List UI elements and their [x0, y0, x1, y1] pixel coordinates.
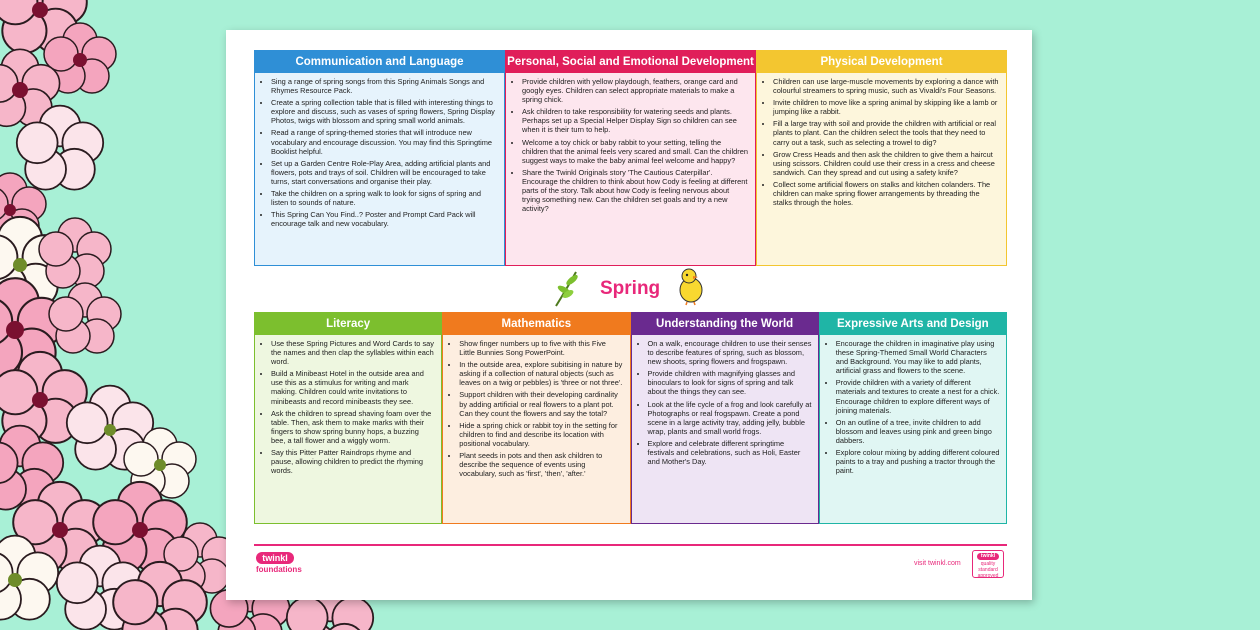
panel-title: Physical Development [757, 51, 1006, 73]
planning-sheet [226, 30, 1032, 600]
website-link[interactable]: visit twinkl.com [914, 560, 961, 567]
list-item: • On a walk, encourage children to use their senses to describe features of spring, such as blossom, new shoots, spring flowers and frogspawn. [648, 339, 812, 366]
list-item: • Children can use large-muscle movements by exploring a dance with colourful streamers to spring music, such as Vivaldi's Four Seasons. [773, 77, 1000, 95]
list-item: • Set up a Garden Centre Role-Play Area, adding artificial plants and flowers, pots and trays of soil. Children will be encouraged to take turns, start conversations and organise their play. [271, 159, 498, 186]
logo-subtext: foundations [256, 565, 302, 574]
panel-psed [505, 50, 756, 266]
list-item: • Encourage the children in imaginative play using these Spring-Themed Small World Characters and Background. You may like to add plants, artificial grass and flowers to the scene. [836, 339, 1000, 375]
list-item: • This Spring Can You Find..? Poster and Prompt Card Pack will encourage talk and new vocabulary. [271, 210, 498, 228]
list-item: • Look at the life cycle of a frog and look carefully at Photographs or real frogspawn. Create a pond scene in a large activity tray, adding jelly, bubble wrap, plants and small world frogs. [648, 400, 812, 436]
page-title: Spring [600, 278, 661, 299]
list-item: • Share the Twinkl Originals story 'The Cautious Caterpillar'. Encourage the children to think about how Cody is feeling at different parts of the story. Talk about how Cody is feeling nervous about trying something new. Can the children set goals and try a new activity? [522, 168, 749, 213]
list-item: • Explore and celebrate different springtime festivals and celebrations, such as Holi, Easter and Mother's Day. [648, 439, 812, 466]
list-item: • Ask children to take responsibility for watering seeds and plants. Perhaps set up a Special Helper Display Sign so children can see when it is their turn to help. [522, 107, 749, 134]
badge-text: quality standard approved [977, 561, 999, 579]
panel-title: Literacy [255, 313, 441, 335]
list-item: • Invite children to move like a spring animal by skipping like a lamb or jumping like a rabbit. [773, 98, 1000, 116]
list-item: • Plant seeds in pots and then ask children to describe the sequence of events using vocabulary, such as 'first', 'then', 'after.' [459, 451, 623, 478]
panel-mathematics [442, 312, 630, 524]
list-item: • Create a spring collection table that is filled with interesting things to explore and discuss, such as vases of spring flowers, Spring Display Photos, twigs with blossom and spring small world animals. [271, 98, 498, 125]
list-item: • Grow Cress Heads and then ask the children to give them a haircut using scissors. Children could use their cress in a cress and cheese sandwich. Can they spread and cut using a safety knife? [773, 150, 1000, 177]
panel-literacy [254, 312, 442, 524]
panel-expressive-arts [819, 312, 1007, 524]
list-item: • Support children with their developing cardinality by adding artificial or real flowers to a plant pot. Can they count the flowers and say the total? [459, 390, 623, 417]
badge-title: twinkl [977, 553, 999, 560]
bottom-panels [254, 312, 1007, 524]
list-item: • Hide a spring chick or rabbit toy in the setting for children to find and describe its location with positional vocabulary. [459, 421, 623, 448]
footer-divider [254, 544, 1007, 546]
top-panels [254, 50, 1007, 266]
list-item: • Welcome a toy chick or baby rabbit to your setting, telling the children that the animal feels very scared and small. Can the children suggest ways to make the baby animal feel welcome and happy? [522, 138, 749, 165]
panel-physical-development [756, 50, 1007, 266]
panel-title: Personal, Social and Emotional Development [506, 51, 755, 73]
list-item: • Sing a range of spring songs from this Spring Animals Songs and Rhymes Resource Pack. [271, 77, 498, 95]
leaf-sprig-icon [552, 268, 582, 308]
twinkl-logo [256, 552, 302, 578]
list-item: • Ask the children to spread shaving foam over the table. Then, ask them to make marks with their fingers to show spring bunny hops, a buzzing bee, a tall flower and a wiggly worm. [271, 409, 435, 445]
list-item: • Provide children with a variety of different materials and textures to create a nest for a chick. Encourage children to explore different ways of joining materials. [836, 378, 1000, 414]
list-item: • Take the children on a spring walk to look for signs of spring and listen to sounds of nature. [271, 189, 498, 207]
panel-communication-language [254, 50, 505, 266]
list-item: • Show finger numbers up to five with this Five Little Bunnies Song PowerPoint. [459, 339, 623, 357]
panel-title: Expressive Arts and Design [820, 313, 1006, 335]
list-item: • On an outline of a tree, invite children to add blossom and leaves using pink and green bingo dabbers. [836, 418, 1000, 445]
logo-text: twinkl [256, 552, 294, 564]
list-item: • Build a Minibeast Hotel in the outside area and use this as a stimulus for writing and mark making. Children could write invitations to minibeasts and record minibeasts they see. [271, 369, 435, 405]
list-item: • Fill a large tray with soil and provide the children with artificial or real plants to plant. Can the children select the tools that they need to carry out a task, such as selecting a trowel to dig? [773, 119, 1000, 146]
chick-icon [676, 266, 706, 306]
list-item: • In the outside area, explore subitising in nature by asking if a collection of natural objects (such as leaves on a twig or pebbles) is 'three or not three'. [459, 360, 623, 387]
list-item: • Provide children with yellow playdough, feathers, orange card and googly eyes. Children can select appropriate materials to make a spring chick. [522, 77, 749, 104]
list-item: • Provide children with magnifying glasses and binoculars to look for signs of spring and talk about the things they can see. [648, 369, 812, 396]
list-item: • Read a range of spring-themed stories that will introduce new vocabulary and encourage discussion. You may find this Springtime Booklist helpful. [271, 128, 498, 155]
list-item: • Explore colour mixing by adding different coloured paints to a tray and pushing a tractor through the paint. [836, 448, 1000, 475]
panel-title: Communication and Language [255, 51, 504, 73]
panel-title: Mathematics [443, 313, 629, 335]
panel-understanding-world [631, 312, 819, 524]
quality-badge [972, 550, 1004, 578]
list-item: • Use these Spring Pictures and Word Cards to say the names and then clap the syllables within each word. [271, 339, 435, 366]
list-item: • Say this Pitter Patter Raindrops rhyme and pause, allowing children to predict the rhyming words. [271, 448, 435, 475]
list-item: • Collect some artificial flowers on stalks and kitchen colanders. The children can make spring flower arrangements by threading the stalks through the holes. [773, 180, 1000, 207]
panel-title: Understanding the World [632, 313, 818, 335]
